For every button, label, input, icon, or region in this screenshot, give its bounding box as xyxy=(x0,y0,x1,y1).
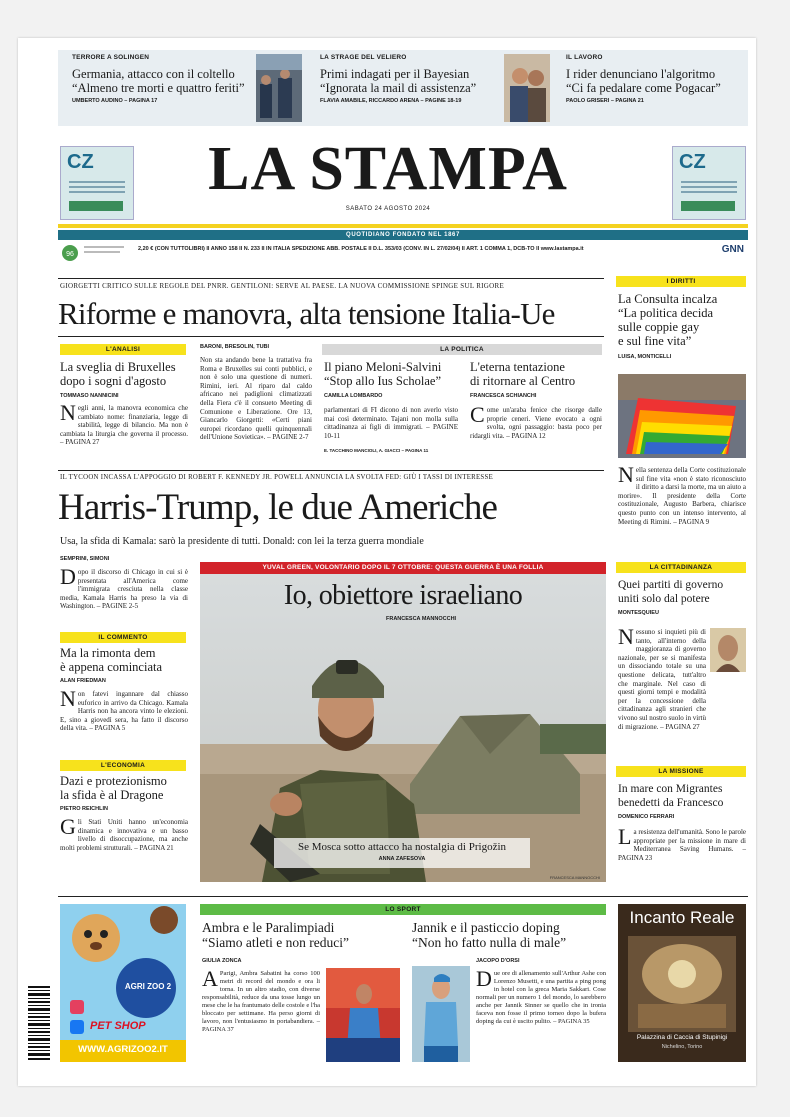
teaser-photo-couple xyxy=(504,54,550,122)
newspaper-page xyxy=(18,38,756,1086)
ad-incanto-sub2: Nichelino, Torino xyxy=(661,1044,703,1050)
gnn-logo: GNN xyxy=(721,244,744,255)
ad-brand: CZ xyxy=(67,151,94,173)
sport-photo-runner xyxy=(326,968,400,1062)
ad-brand: CZ xyxy=(679,151,706,173)
economia-byline: PIETRO REICHLIN xyxy=(60,806,108,812)
second-byline: SEMPRINI, SIMONI xyxy=(60,556,110,562)
analisi-title[interactable]: La sveglia di Bruxelles dopo i sogni d'agosto xyxy=(60,360,176,388)
second-subhead: Usa, la sfida di Kamala: sarò la presidente di tutti. Donald: con lei la terza guerra mondiale xyxy=(60,536,424,547)
politica-left-body: parlamentari di FI dicono di non averlo visto mai così determinato. Tajani non molla sulla cittadinanza ai figli di immigrati. – PAGINE 10-11 xyxy=(324,406,458,440)
recycle-icon xyxy=(60,244,80,262)
commento-body: Non fatevi ingannare dal chiasso euforico in arrivo da Chicago. Kamala Harris non ha ancora vinto le elezioni. E, sino a giovedì sera, ha fatto il discorso della vita. – PAGINA 5 xyxy=(60,686,188,733)
accent-line xyxy=(58,224,748,228)
ad-bar xyxy=(681,201,735,211)
economia-body: Gli Stati Uniti hanno un'economia dinamica e innovativa e un basso livello di disoccupazione, ma anche molti problemi strutturali. – PAGINA 21 xyxy=(60,814,188,852)
teaser-solingen[interactable] xyxy=(72,54,252,104)
politica-right-byline: FRANCESCA SCHIANCHI xyxy=(470,393,537,399)
ad-incanto-title: Incanto Reale xyxy=(629,908,735,927)
politica-right-body: Come un'araba fenice che risorge dalle proprie ceneri. Viene evocato a ogni svolta, ogni passaggio: basta poco per ridargli vita. – PAGINA 12 xyxy=(470,402,602,440)
analisi-body: Negli anni, la manovra economica che cambiato nome: finanziaria, legge di stabilità, legge di bilancio. Ma non è cambiata la liturgia che governa il processo. – PAGINA 27 xyxy=(60,400,188,447)
ad-url[interactable]: WWW.AGRIZOO2.IT xyxy=(78,1044,168,1055)
section-label-cittadinanza: LA CITTADINANZA xyxy=(616,562,746,573)
ad-incanto-sub: Palazzina di Caccia di Stupinigi xyxy=(636,1034,728,1041)
section-label-economia: L'ECONOMIA xyxy=(60,760,186,771)
ad-bar xyxy=(69,201,123,211)
rule xyxy=(58,896,748,897)
second-kicker: IL TYCOON INCASSA L'APPOGGIO DI ROBERT F. KENNEDY JR. POWELL ANNUNCIA LA SVOLTA FED: GIÙ I TASSI DI INTERESSE xyxy=(60,474,494,481)
sport-photo-sinner xyxy=(412,966,470,1062)
section-label-commento: IL COMMENTO xyxy=(60,632,186,643)
ad-line xyxy=(69,191,125,193)
sport-right-byline: JACOPO D'ORSI xyxy=(476,958,520,964)
sport-right-body: Due ore di allenamento sull'Arthur Ashe con Lorenzo Musetti, e una partita a ping pong in hotel con la greca Maria Sakkari. Cose normali per un numero 1 del mondo, lo sarebbero anche per Jannik Sinner se quello che in ironia faceva non fosse il primo torneo dopo la bufera doping da cui è uscito pulito. – PAGINA 35 xyxy=(476,966,606,1025)
ad-line xyxy=(69,181,125,183)
diritti-photo xyxy=(618,374,746,458)
politica-left-title[interactable]: Il piano Meloni-Salvini “Stop allo Ius Scholae” xyxy=(324,360,442,388)
main-photo[interactable] xyxy=(200,574,606,882)
barcode xyxy=(26,984,52,1062)
teaser-headline: I rider denunciano l'algoritmo “Ci fa pedalare come Pogacar” xyxy=(566,67,721,95)
ad-line xyxy=(681,186,737,188)
rule xyxy=(58,278,604,279)
teaser-headline: Primi indagati per il Bayesian “Ignorata la mail di assistenza” xyxy=(320,67,477,95)
teaser-rider[interactable] xyxy=(566,54,746,104)
teaser-kicker: TERRORE A SOLINGEN xyxy=(72,54,150,61)
teaser-kicker: IL LAVORO xyxy=(566,54,603,61)
price-info-row xyxy=(58,242,748,264)
teaser-byline: UMBERTO AUDINO – PAGINA 17 xyxy=(72,98,158,104)
photo-story-kicker: YUVAL GREEN, VOLONTARIO DOPO IL 7 OTTOBRE: QUESTA GUERRA È UNA FOLLIA xyxy=(200,562,606,574)
svg-text:96: 96 xyxy=(66,251,74,258)
photo-caption-byline: ANNA ZAFESOVA xyxy=(378,856,426,862)
ad-line xyxy=(69,186,125,188)
section-label-diritti: I DIRITTI xyxy=(616,276,746,287)
ad-brand-name: AGRI ZOO 2 xyxy=(124,982,172,991)
cittadinanza-body: Nessuno si inquieti più di tanto, all'interno della maggioranza di governo nazionale, per se si manifesta un dissociando totale su una questione delicata, tutt'altro che marginale. Nel caso di questi giorni tempi e modalità per la concessione della cittadinanza agli stranieri che vivono sul nostro suolo in virtù di migrazione. – PAGINA 27 xyxy=(618,624,706,731)
masthead-ad-right[interactable] xyxy=(672,146,746,220)
photo-story-headline[interactable]: Io, obiettore israeliano xyxy=(283,580,523,611)
politica-left-byline: CAMILLA LOMBARDO xyxy=(324,393,383,399)
economia-title[interactable]: Dazi e protezionismo la sfida è al Dragone xyxy=(60,774,167,802)
missione-body: La resistenza dell'umanità. Sono le parole appropriate per la missione in mare di Mediterranea Saving Humans. – PAGINA 23 xyxy=(618,824,746,862)
cittadinanza-byline: MONTESQUIEU xyxy=(618,610,659,616)
section-label-missione: LA MISSIONE xyxy=(616,766,746,777)
ad-incanto-reale[interactable] xyxy=(618,904,746,1062)
teaser-photo-police xyxy=(256,54,302,122)
section-label-analisi: L'ANALISI xyxy=(60,344,186,355)
teaser-byline: FLAVIA AMABILE, RICCARDO ARENA – PAGINE 18-19 xyxy=(320,98,462,104)
photo-caption-box[interactable] xyxy=(274,838,530,868)
politica-left-footer: E. TACCHINO MANCIOLI, A. GIACCI – PAGINA 11 xyxy=(324,448,429,453)
rule xyxy=(58,470,604,471)
politica-right-title[interactable]: L'eterna tentazione di ritornare al Centro xyxy=(470,360,576,388)
logo-line xyxy=(84,251,120,253)
masthead-ad-left[interactable] xyxy=(60,146,134,220)
sport-left-byline: GIULIA ZONCA xyxy=(202,958,242,964)
teaser-bayesian[interactable] xyxy=(320,54,500,104)
diritti-body: Nella sentenza della Corte costituzionale sul fine vita «non è stato riconosciuto il diritto a darsi la morte, ma un aiuto a morire». Il presidente della Corte costituzionale, Augusto Barbera, chiarisce questo punto con un intenso intervento, al Meeting di Rimini. – PAGINA 9 xyxy=(618,462,746,526)
missione-byline: DOMENICO FERRARI xyxy=(618,814,675,820)
founded-bar: QUOTIDIANO FONDATO NEL 1867 xyxy=(58,230,748,240)
middle-body: Non sta andando bene la trattativa fra Roma e Bruxelles sui conti pubblici, e non è solo una questione di numeri. Rimini, ieri. Al riparo dal caldo africano nei padiglioni climatizzati della Fiera c'è il consueto Meeting di Comunione e Liberazione. Ore 13, Giancarlo Giorgetti: «Certi piani europei ricordano quelli quinquennali dell'Unione Sovietica». – PAGINE 2-7 xyxy=(200,356,312,442)
price-info: 2,20 € (CON TUTTOLIBRI) II ANNO 158 II N. 233 II IN ITALIA SPEDIZIONE ABB. POSTALE II D.L. 353/03 (CONV. IN L. 27/02/04) II ART. 1 COMMA 1, DCB-TO II www.lastampa.it xyxy=(138,246,584,252)
logo-line xyxy=(84,246,124,248)
ad-line xyxy=(681,191,737,193)
diritti-title[interactable]: La Consulta incalza “La politica decida sulle coppie gay e sul fine vita” xyxy=(618,292,718,348)
teaser-headline: Germania, attacco con il coltello “Almeno tre morti e quattro feriti” xyxy=(72,67,245,95)
teaser-byline: PAOLO GRISERI – PAGINA 21 xyxy=(566,98,644,104)
ad-line xyxy=(681,181,737,183)
cittadinanza-title[interactable]: Quei partiti di governo uniti solo dal potere xyxy=(618,579,724,605)
lead-kicker: GIORGETTI CRITICO SULLE REGOLE DEL PNRR. GENTILONI: SERVE AL PAESE. LA NUOVA COMMISSIONE SPINGE SUL RIGORE xyxy=(60,282,505,290)
photo-credit: FRANCESCA MANNOCCHI xyxy=(549,875,600,880)
middle-byline: BARONI, BRESOLIN, TUBI xyxy=(200,344,270,350)
sport-right-title[interactable]: Jannik e il pasticcio doping “Non ho fatto nulla di male” xyxy=(412,920,567,950)
photo-story-byline: FRANCESCA MANNOCCHI xyxy=(386,616,457,622)
second-body: Dopo il discorso di Chicago in cui si è presentata all'America come l'immigrata cresciuta nella classe media, Kamala Harris ha preso la via di Washington. – PAGINE 2-5 xyxy=(60,564,188,611)
second-headline[interactable]: Harris-Trump, le due Americhe xyxy=(58,487,498,528)
rule xyxy=(58,336,604,337)
newspaper-logo[interactable]: LA STAMPA xyxy=(208,135,568,203)
ad-agrizoo[interactable] xyxy=(60,904,186,1062)
teaser-strip xyxy=(58,50,748,126)
commento-title[interactable]: Ma la rimonta dem è appena cominciata xyxy=(60,646,163,674)
sport-left-body: A Parigi, Ambra Sabatini ha corso 100 metri di record del mondo e ora li torna. In un altro stadio, con diverse responsabilità, reduce da una tosse lungo un mese che le ha frantumato delle costole e l'ha bloccato per settimane. Ha perso giorni di lavoro, non l'entusiasmo in portabandiera. – PAGINA 37 xyxy=(202,966,320,1033)
lead-headline[interactable]: Riforme e manovra, alta tensione Italia-Ue xyxy=(58,296,555,331)
commento-byline: ALAN FRIEDMAN xyxy=(60,678,106,684)
teaser-kicker: LA STRAGE DEL VELIERO xyxy=(320,54,407,61)
diritti-byline: LUISA, MONTICELLI xyxy=(618,354,672,360)
missione-title[interactable]: In mare con Migrantes benedetti da Francesco xyxy=(618,783,724,809)
ad-shop: PET SHOP xyxy=(90,1020,146,1032)
section-label-sport: LO SPORT xyxy=(200,904,606,915)
section-label-politica: LA POLITICA xyxy=(322,344,602,355)
photo-caption: Se Mosca sotto attacco ha nostalgia di Prigožin xyxy=(297,841,507,853)
analisi-byline: TOMMASO NANNICINI xyxy=(60,393,119,399)
issue-date: SABATO 24 AGOSTO 2024 xyxy=(345,206,431,212)
sport-left-title[interactable]: Ambra e le Paralimpiadi “Siamo atleti e non reduci” xyxy=(202,920,349,950)
montesquieu-portrait xyxy=(710,628,746,672)
